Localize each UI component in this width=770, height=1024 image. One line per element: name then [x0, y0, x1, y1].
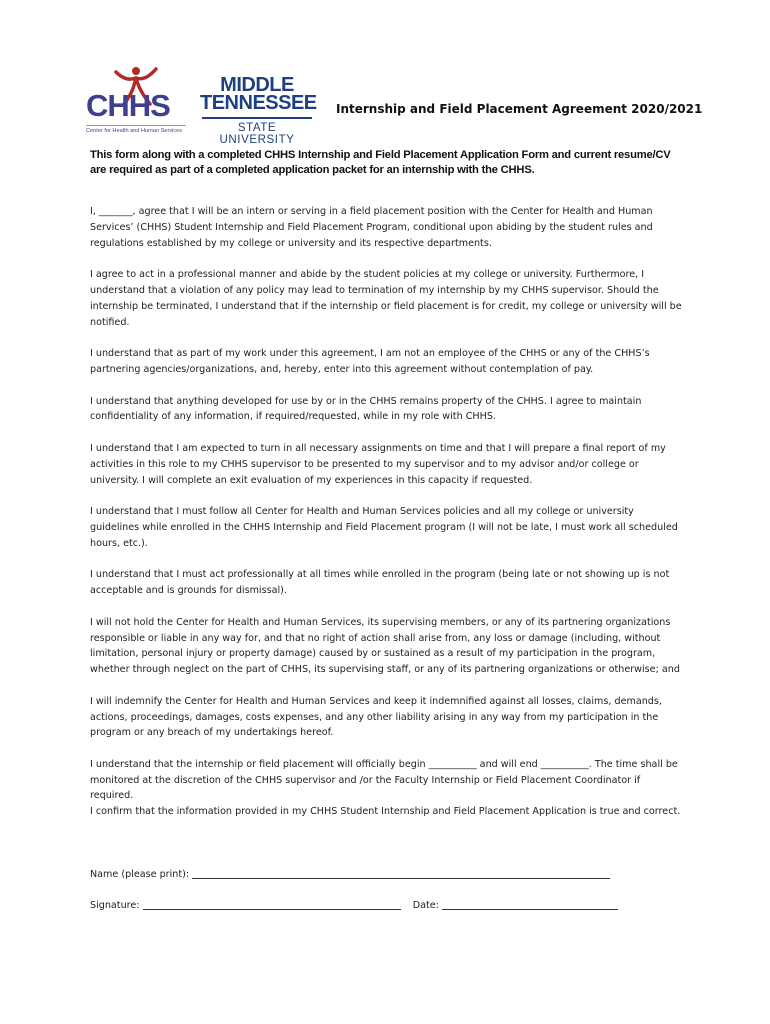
agreement-paragraph: I, _______, agree that I will be an intern or serving in a field placement position with the Center for Health and Human Services’ (CHHS) Student Internship and Field Placement Program, conditional upon abiding by the student rules and regulations established by my college or university and its respective departments. [90, 206, 653, 249]
agreement-paragraph: I understand that as part of my work under this agreement, I am not an employee of the CHHS or any of the CHHS’s partnering agencies/organizations, and, hereby, enter into this agreement without contemplation of pay. [90, 348, 650, 375]
date-line[interactable] [442, 899, 618, 910]
signature-row [90, 899, 650, 911]
chhs-logo-subtitle: Center for Health and Human Services [86, 125, 186, 134]
chhs-logo [84, 66, 188, 138]
name-line[interactable] [192, 868, 610, 879]
mtsu-logo-line3: STATE UNIVERSITY [219, 122, 295, 146]
agreement-paragraph: I understand that I am expected to turn in all necessary assignments on time and that I will prepare a final report of my activities in this role to my CHHS supervisor to be presented to my supervisor and to my advisor and/or college or university. I will complete an exit evaluation of my experiences in this capacity if requested. [90, 442, 666, 486]
agreement-paragraph: I confirm that the information provided in my CHHS Student Internship and Field Placement Application is true and correct. [90, 806, 681, 818]
agreement-paragraph: I understand that I must act professionally at all times while enrolled in the program (being late or not showing up is not acceptable and is grounds for dismissal). [90, 569, 670, 597]
mtsu-logo-line2: TENNESSEE [200, 92, 317, 114]
date-label: Date: [412, 900, 439, 911]
agreement-body [90, 204, 682, 836]
name-label: Name (please print): [90, 869, 190, 880]
chhs-logo-word: CHHS [86, 88, 170, 123]
signature-label: Signature: [90, 900, 140, 911]
intro-note: This form along with a completed CHHS Internship and Field Placement Application Form and current resume/CV are required as part of a completed application packet for an internship with the CHHS. [90, 149, 671, 176]
agreement-paragraph: I understand that the internship or field placement will officially begin __________ and will end __________. The time shall be monitored at the discretion of the CHHS supervisor and /or the Faculty Internship or Field Placement Coordinator if required. [90, 758, 678, 802]
mtsu-logo-divider [202, 117, 312, 119]
agreement-paragraph: I will indemnify the Center for Health and Human Services and keep it indemnified against all losses, claims, demands, actions, proceedings, damages, costs expenses, and any other liability arising in any way from my participation in the program or any breach of my undertakings hereof. [90, 695, 662, 739]
agreement-paragraph: I understand that I must follow all Center for Health and Human Services policies and all my college or university guidelines while enrolled in the CHHS Internship and Field Placement program (I will not be late, I must work all scheduled hours, etc.). [90, 506, 678, 549]
agreement-paragraph: I agree to act in a professional manner and abide by the student policies at my college or university. Furthermore, I understand that a violation of any policy may lead to termination of my internship by my CHHS supervisor. Should the internship be terminated, I understand that if the internship or field placement is for credit, my college or university will be notified. [90, 269, 682, 328]
mtsu-logo [200, 74, 318, 146]
document-title: Internship and Field Placement Agreement 2020/2021 [336, 102, 703, 116]
agreement-paragraph: I will not hold the Center for Health and Human Services, its supervising members, or any of its partnering organizations responsible or liable in any way for, and that no right of action shall arise from, any loss or damage (including, without limitation, personal injury or property damage) caused by or sustained as a result of my participation in the program, whether through neglect on the part of CHHS, its supervising staff, or any of its partnering organizations or otherwise; and [90, 616, 680, 676]
agreement-paragraph: I understand that anything developed for use by or in the CHHS remains property of the CHHS. I agree to maintain confidentiality of any information, if required/requested, while in my role with CHHS. [90, 395, 642, 423]
mtsu-logo-line1: MIDDLE [220, 74, 294, 96]
signature-line[interactable] [143, 899, 401, 910]
name-row [90, 868, 650, 880]
